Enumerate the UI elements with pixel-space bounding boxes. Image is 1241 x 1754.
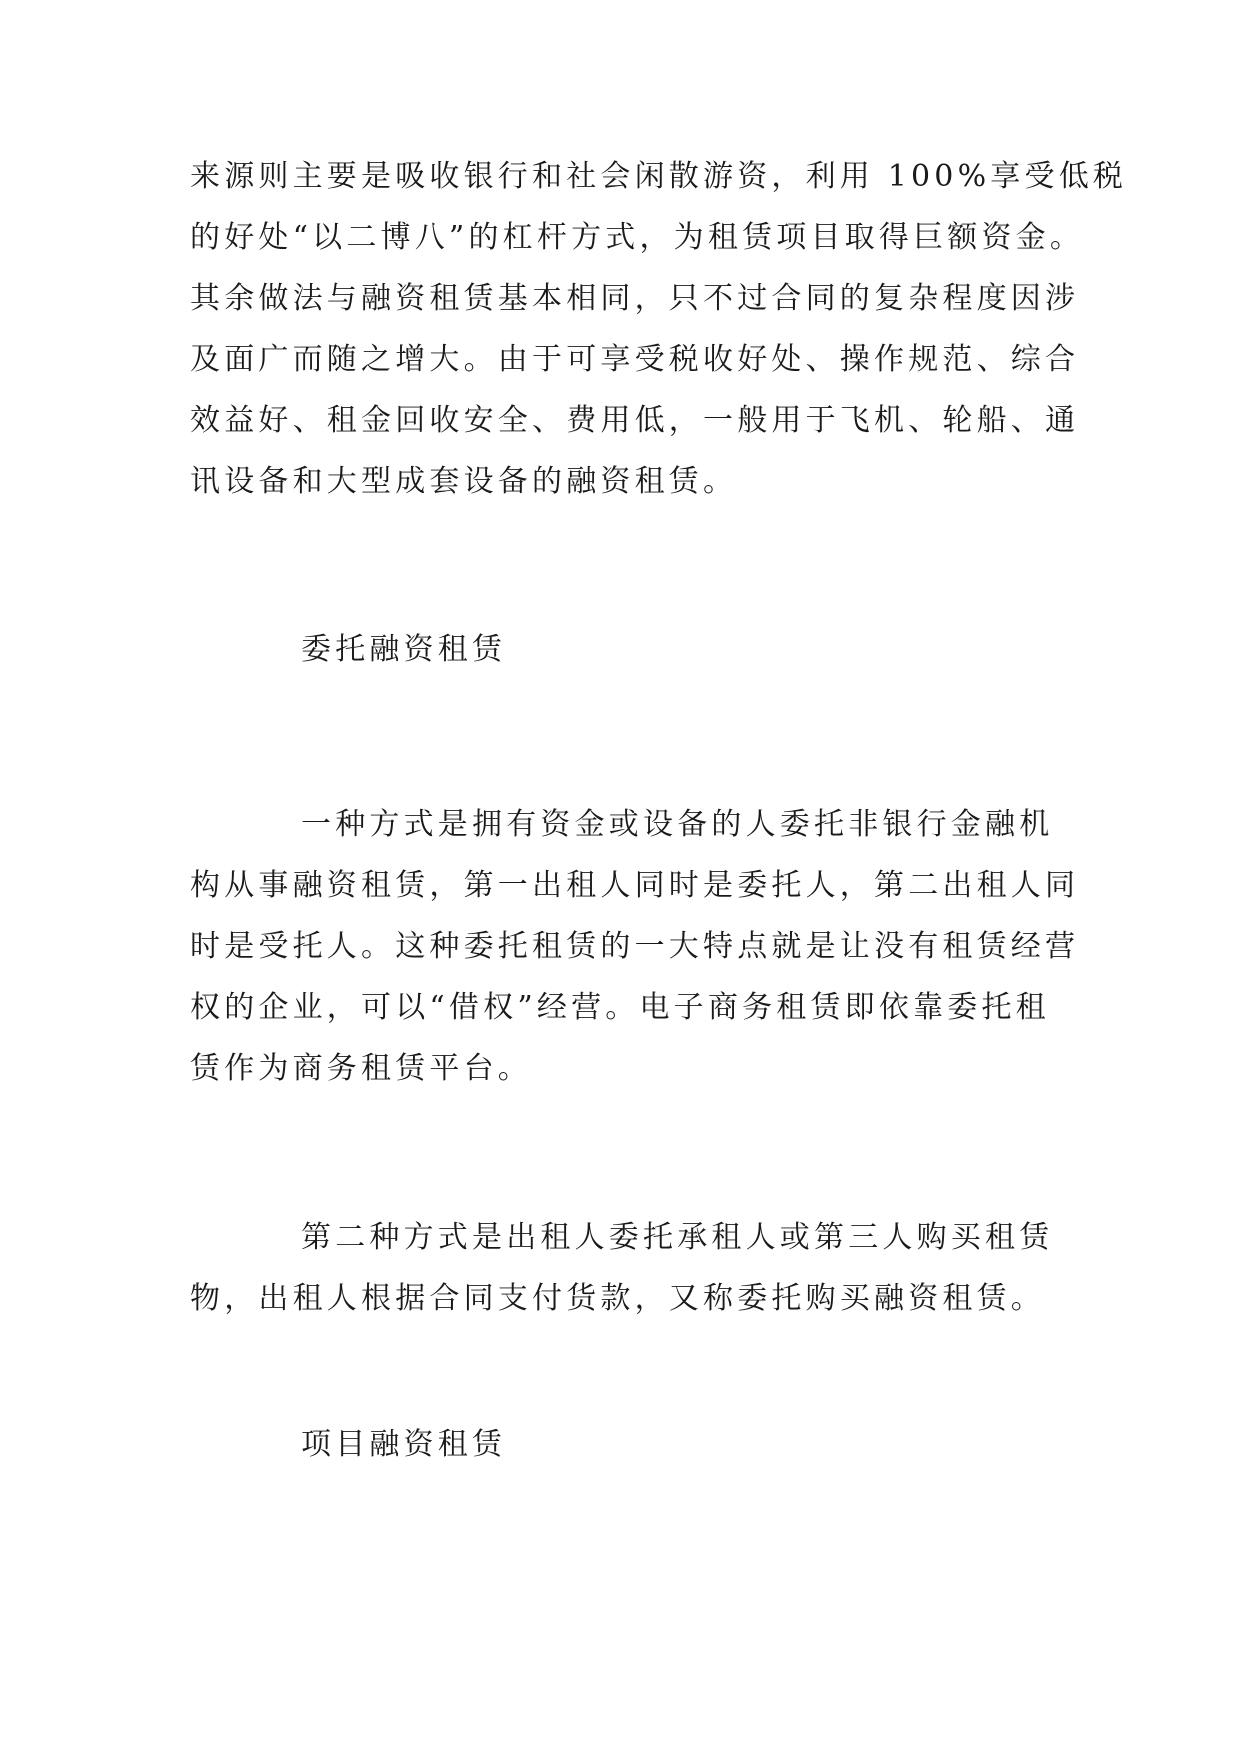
paragraph-line: 构从事融资租赁，第一出租人同时是委托人，第二出租人同 [190, 868, 1080, 903]
paragraph-line: 权的企业，可以“借权”经营。电子商务租赁即依靠委托租 [190, 990, 1050, 1025]
paragraph-line: 赁作为商务租赁平台。 [190, 1051, 532, 1086]
paragraph-line: 一种方式是拥有资金或设备的人委托非银行金融机 [301, 807, 1054, 842]
section-heading-entrusted-leasing: 委托融资租赁 [301, 632, 507, 667]
paragraph-continued [190, 146, 1128, 512]
paragraph-line: 讯设备和大型成套设备的融资租赁。 [190, 464, 738, 499]
paragraph-line: 及面广而随之增大。由于可享受税收好处、操作规范、综合 [190, 342, 1080, 377]
paragraph-entrusted-method-2 [190, 1207, 1054, 1329]
paragraph-entrusted-method-1 [190, 794, 1080, 1099]
paragraph-line: 其余做法与融资租赁基本相同，只不过合同的复杂程度因涉 [190, 281, 1080, 316]
paragraph-line: 物，出租人根据合同支付货款，又称委托购买融资租赁。 [190, 1281, 1045, 1316]
paragraph-line: 时是受托人。这种委托租赁的一大特点就是让没有租赁经营 [190, 929, 1080, 964]
paragraph-line: 第二种方式是出租人委托承租人或第三人购买租赁 [301, 1220, 1054, 1255]
section-heading-project-leasing: 项目融资租赁 [301, 1427, 507, 1462]
paragraph-line: 效益好、租金回收安全、费用低，一般用于飞机、轮船、通 [190, 403, 1080, 438]
paragraph-line: 的好处“以二博八”的杠杆方式，为租赁项目取得巨额资金。 [190, 220, 1085, 255]
paragraph-line: 来源则主要是吸收银行和社会闲散游资，利用 100%享受低税 [190, 159, 1128, 194]
